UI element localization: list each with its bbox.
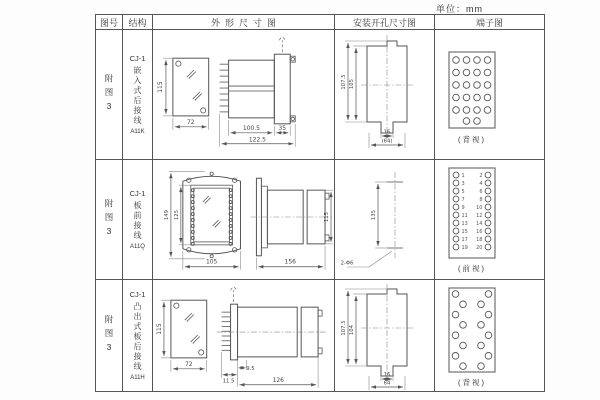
side-view	[220, 37, 296, 146]
front-view	[157, 58, 209, 130]
structure-cell-row1	[123, 30, 153, 160]
dim-inner-height: 105	[349, 78, 355, 90]
terminal-view-label: (前视)	[458, 264, 486, 273]
header-outline: 外形尺寸图	[153, 15, 335, 30]
dim-inner-height: 104	[349, 324, 355, 336]
svg-text:6: 6	[479, 189, 483, 195]
outline-drawing-a11q	[153, 160, 334, 279]
dim-side-height: 115	[324, 211, 331, 223]
screw-mark	[185, 313, 194, 321]
terminal-dots	[191, 189, 232, 246]
hook-symbol	[231, 287, 237, 302]
svg-text:16: 16	[476, 229, 483, 235]
outline-drawing-a11k	[153, 30, 334, 159]
dim-hole-spacing: 135	[371, 209, 377, 221]
svg-text:7: 7	[461, 197, 465, 203]
svg-text:8: 8	[479, 197, 483, 203]
svg-text:12: 12	[476, 213, 483, 219]
dim-slot-width: 16	[383, 129, 391, 136]
spec-table	[95, 14, 545, 392]
terminal-pins	[220, 64, 229, 112]
code-label: A11Q	[130, 244, 145, 250]
svg-text:2: 2	[479, 173, 483, 179]
mounting-cell-row1	[335, 30, 435, 160]
terminal-pins	[222, 312, 231, 350]
dim-front-height-inner: 125	[173, 209, 180, 221]
structure-cell-row3	[123, 280, 153, 391]
terminal-drawing-a11h	[435, 280, 544, 391]
terminal-cell-row1	[435, 30, 544, 160]
fig-no-cell-row2	[96, 160, 123, 280]
dim-opening-width: 64	[383, 380, 391, 387]
structure-cell-row2	[123, 160, 153, 280]
dim-outer-height: 107.5	[341, 320, 347, 336]
mounting-cell-row2	[335, 160, 435, 280]
code-label: A11H	[130, 375, 145, 381]
dim-opening-width: (64)	[381, 138, 393, 145]
structure-label: 板前接线	[133, 201, 142, 241]
dim-outer-height: 107.5	[341, 74, 347, 90]
fig-no-label: 附图3	[104, 73, 114, 116]
dim-body-depth: 100.5	[242, 124, 260, 132]
terminal-drawing-a11q	[435, 160, 544, 279]
svg-text:11: 11	[461, 213, 468, 219]
fig-no-label: 附图3	[104, 198, 114, 241]
svg-text:19: 19	[461, 245, 468, 251]
header-structure: 结构	[123, 15, 153, 30]
svg-text:17: 17	[461, 237, 468, 243]
dim-hole-label: 2-Φ6	[340, 260, 354, 267]
svg-text:3: 3	[461, 181, 465, 187]
structure-label: 嵌入式后接线	[133, 66, 142, 126]
svg-text:15: 15	[461, 229, 468, 235]
svg-text:9: 9	[461, 205, 465, 211]
screw-mark	[213, 220, 221, 227]
dim-flange-depth: 35	[278, 124, 287, 132]
svg-text:5: 5	[461, 189, 465, 195]
outline-drawing-a11h	[153, 280, 334, 391]
model-label: CJ-1	[129, 189, 146, 198]
outline-cell-row1	[153, 30, 335, 160]
dim-front-width: 72	[187, 118, 195, 126]
dim-total-depth: 122.5	[248, 136, 266, 144]
side-view	[217, 287, 326, 387]
dim-front-width: 105	[205, 258, 218, 266]
dim-front-width: 72	[185, 360, 193, 368]
terminal-circles	[452, 291, 492, 370]
screw-mark	[187, 70, 196, 78]
dim-side-depth: 156	[284, 258, 296, 266]
terminal-view-label: (背视)	[458, 135, 486, 144]
header-mounting: 安装开孔尺寸图	[335, 15, 435, 30]
terminal-cell-row2	[435, 160, 544, 280]
dim-front-height: 115	[155, 323, 163, 335]
mounting-cell-row3	[335, 280, 435, 391]
svg-text:20: 20	[476, 245, 483, 251]
svg-text:4: 4	[479, 181, 483, 187]
unit-label: 单位：mm	[436, 4, 483, 14]
dim-flange-depth: 9.5	[246, 365, 255, 372]
model-label: CJ-1	[129, 290, 146, 299]
screw-mark	[191, 335, 200, 343]
terminal-circles	[453, 172, 491, 251]
fig-no-cell-row1	[96, 30, 123, 160]
model-label: CJ-1	[129, 54, 146, 63]
fig-no-cell-row3	[96, 280, 123, 391]
dim-body-depth: 126	[272, 377, 284, 385]
screw-mark	[203, 196, 211, 203]
structure-label: 凸出式板后接线	[133, 302, 142, 372]
front-view	[156, 300, 207, 372]
terminal-cell-row3	[435, 280, 544, 391]
dim-front-height-outer: 149	[163, 209, 170, 221]
fig-no-label: 附图3	[104, 314, 114, 357]
mounting-drawing-a11q	[335, 160, 434, 279]
outline-cell-row2	[153, 160, 335, 280]
svg-text:13: 13	[461, 221, 468, 227]
terminal-circles	[453, 57, 491, 125]
svg-text:18: 18	[476, 237, 483, 243]
hook-symbol	[279, 37, 285, 52]
mounting-drawing-a11k	[335, 30, 434, 159]
terminal-drawing-a11k	[435, 30, 544, 159]
header-terminal: 端子图	[435, 15, 544, 30]
outline-cell-row3	[153, 280, 335, 391]
terminal-view-label: (背视)	[458, 378, 486, 387]
svg-text:1: 1	[461, 173, 465, 179]
front-view	[164, 171, 241, 269]
side-view	[250, 178, 333, 269]
mounting-drawing-a11h	[335, 280, 434, 391]
dim-front-height: 115	[156, 81, 164, 93]
code-label: A11K	[130, 129, 145, 135]
screw-mark	[193, 92, 202, 100]
dim-slot-width: 16	[383, 372, 391, 378]
svg-text:10: 10	[476, 205, 483, 211]
svg-text:14: 14	[476, 221, 483, 227]
dim-pin-depth: 11.5	[222, 378, 235, 385]
header-fig-no: 图号	[96, 15, 123, 30]
